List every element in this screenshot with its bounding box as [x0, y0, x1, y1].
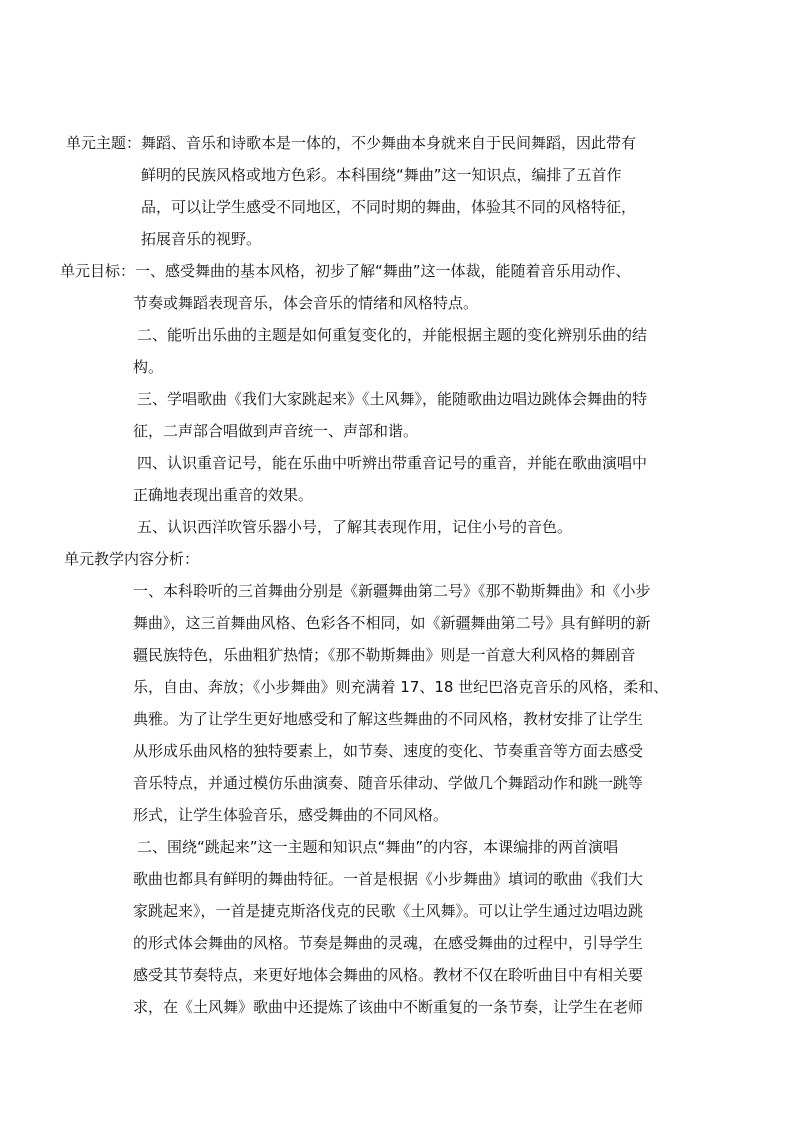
text-line: 品，可以让学生感受不同地区，不同时期的舞曲，体验其不同的风格特征，: [141, 198, 637, 216]
text-line: 从形成乐曲风格的独特要素上，如节奏、速度的变化、节奏重音等方面去感受: [133, 742, 644, 760]
text-line: 二、能听出乐曲的主题是如何重复变化的，并能根据主题的变化辨别乐曲的结: [137, 326, 648, 344]
text-line: 节奏或舞蹈表现音乐，体会音乐的情绪和风格特点。: [133, 294, 479, 312]
text-line: 典雅。为了让学生更好地感受和了解这些舞曲的不同风格，教材安排了让学生: [133, 710, 644, 728]
text-line: 单元目标：一、感受舞曲的基本风格，初步了解“舞曲”这一体裁，能随着音乐用动作、: [60, 262, 631, 280]
text-line: 单元教学内容分析：: [64, 550, 200, 568]
text-line: 二、围绕“跳起来”这一主题和知识点“舞曲”的内容，本课编排的两首演唱: [137, 838, 619, 856]
text-line: 音乐特点，并通过模仿乐曲演奏、随音乐律动、学做几个舞蹈动作和跳一跳等: [133, 774, 644, 792]
text-line: 歌曲也都具有鲜明的舞曲特征。一首是根据《小步舞曲》填词的歌曲《我们大: [133, 870, 644, 888]
text-line: 征，二声部合唱做到声音统一、声部和谐。: [133, 422, 419, 440]
text-line: 拓展音乐的视野。: [141, 230, 262, 248]
text-line: 三、学唱歌曲《我们大家跳起来》《土风舞》，能随歌曲边唱边跳体会舞曲的特: [137, 390, 648, 408]
text-line: 感受其节奏特点，来更好地体会舞曲的风格。教材不仅在聆听曲目中有相关要: [133, 966, 644, 984]
text-line: 求，在《土风舞》歌曲中还提炼了该曲中不断重复的一条节奏，让学生在老师: [133, 998, 644, 1016]
text-line: 构。: [133, 358, 164, 376]
text-line: 一、本科聆听的三首舞曲分别是《新疆舞曲第二号》《那不勒斯舞曲》和《小步: [133, 582, 651, 600]
text-line: 疆民族特色，乐曲粗犷热情；《那不勒斯舞曲》则是一首意大利风格的舞剧音: [133, 646, 636, 664]
text-line: 单元主题：舞蹈、音乐和诗歌本是一体的，不少舞曲本身就来自于民间舞蹈，因此带有: [66, 134, 637, 152]
text-line: 乐，自由、奔放；《小步舞曲》则充满着 17、18 世纪巴洛克音乐的风格，柔和、: [133, 678, 669, 696]
text-line: 正确地表现出重音的效果。: [133, 486, 314, 504]
text-line: 家跳起来》，一首是捷克斯洛伐克的民歌《土风舞》。可以让学生通过边唱边跳: [133, 902, 644, 920]
text-line: 舞曲》，这三首舞曲风格、色彩各不相同，如《新疆舞曲第二号》具有鲜明的新: [133, 614, 651, 632]
text-line: 的形式体会舞曲的风格。节奏是舞曲的灵魂，在感受舞曲的过程中，引导学生: [133, 934, 644, 952]
text-line: 四、认识重音记号，能在乐曲中听辨出带重音记号的重音，并能在歌曲演唱中: [137, 454, 648, 472]
text-line: 形式，让学生体验音乐，感受舞曲的不同风格。: [133, 806, 449, 824]
text-line: 五、认识西洋吹管乐器小号，了解其表现作用，记住小号的音色。: [137, 518, 573, 536]
text-line: 鲜明的民族风格或地方色彩。本科围绕“舞曲”这一知识点，编排了五首作: [141, 166, 622, 184]
